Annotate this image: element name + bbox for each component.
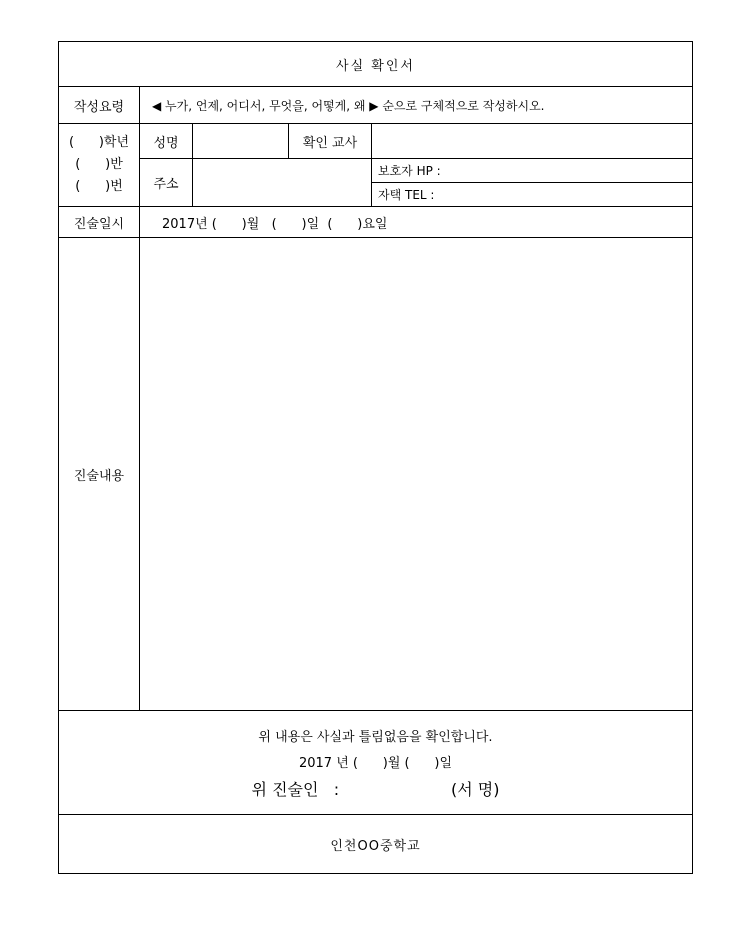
confirmation-statement: 위 내용은 사실과 틀림없음을 확인합니다. — [258, 729, 493, 745]
signature-line[interactable]: 위 진술인 : (서 명) — [251, 779, 500, 799]
address-label: 주소 — [140, 159, 193, 207]
guardian-phone-field[interactable]: 보호자 HP : — [372, 159, 693, 183]
instruction-text: ◀ 누가, 언제, 어디서, 무엇을, 어떻게, 왜 ▶ 순으로 구체적으로 작성하시오. — [140, 87, 693, 124]
fact-confirmation-form — [58, 41, 693, 874]
home-phone-field[interactable]: 자택 TEL : — [372, 183, 693, 207]
class-info[interactable] — [59, 124, 140, 207]
date-label: 진술일시 — [59, 207, 140, 238]
teacher-field[interactable] — [372, 124, 693, 159]
grade-field[interactable]: ( )학년 — [68, 135, 130, 150]
page-title: 사실 확인서 — [59, 42, 693, 87]
name-field[interactable] — [193, 124, 289, 159]
date-field[interactable]: 2017년 ( )월 ( )일 ( )요일 — [140, 207, 693, 238]
teacher-label: 확인 교사 — [289, 124, 372, 159]
confirmation-section — [59, 711, 693, 815]
content-label: 진술내용 — [59, 238, 140, 711]
name-label: 성명 — [140, 124, 193, 159]
address-field[interactable] — [193, 159, 372, 207]
school-name: 인천OO중학교 — [59, 815, 693, 874]
content-field[interactable] — [140, 238, 693, 711]
class-field[interactable]: ( )반 — [75, 157, 123, 172]
instruction-label: 작성요령 — [59, 87, 140, 124]
number-field[interactable]: ( )번 — [75, 179, 123, 194]
confirmation-date[interactable]: 2017 년 ( )월 ( )일 — [298, 755, 453, 771]
